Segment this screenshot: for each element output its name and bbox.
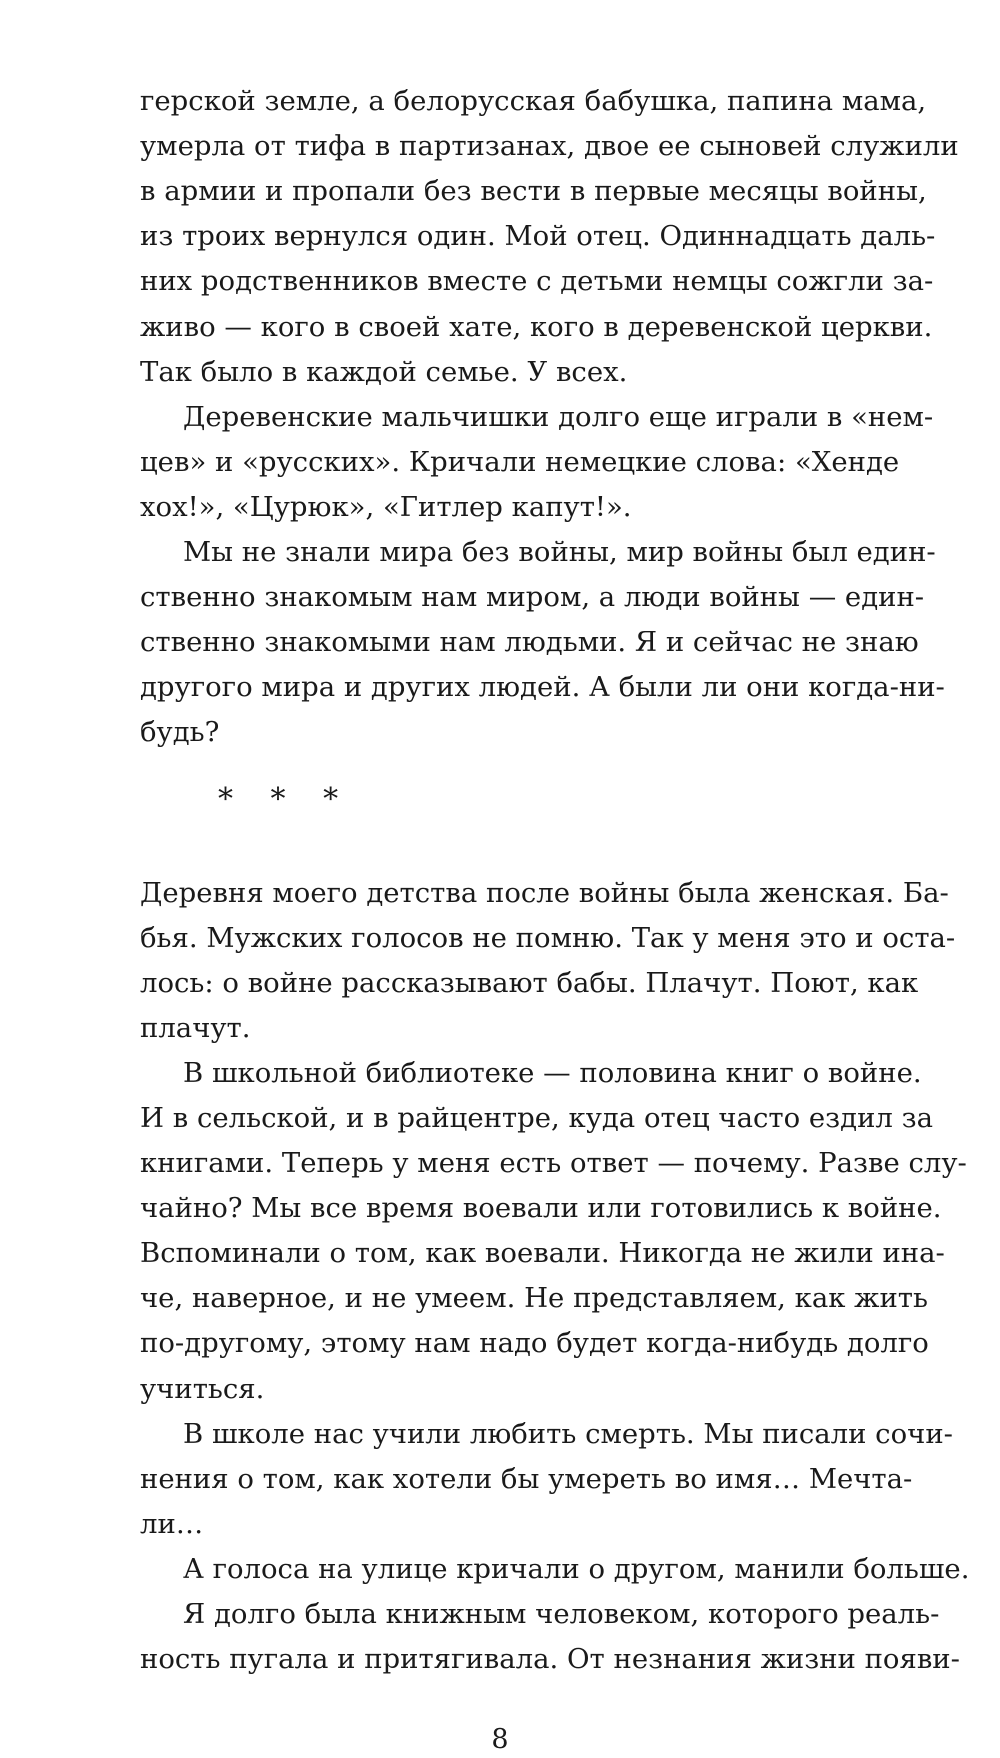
text-line: хох!», «Цурюк», «Гитлер капут!». <box>140 491 632 523</box>
text-line: герской земле, а белорусская бабушка, папина мама, <box>140 85 927 117</box>
text-line: В школьной библиотеке — половина книг о войне. <box>183 1057 922 1089</box>
text-line: ли… <box>140 1508 204 1540</box>
text-line: ственно знакомым нам миром, а люди войны — един- <box>140 581 925 613</box>
text-line: че, наверное, и не умеем. Не представляем, как жить <box>140 1282 928 1314</box>
text-line: другого мира и других людей. А были ли они когда-ни- <box>140 671 945 703</box>
text-line: из троих вернулся один. Мой отец. Одиннадцать даль- <box>140 220 936 252</box>
text-line: ственно знакомыми нам людьми. Я и сейчас не знаю <box>140 626 919 658</box>
text-line: Я долго была книжным человеком, которого реаль- <box>183 1598 940 1630</box>
text-line: В школе нас учили любить смерть. Мы писали сочи- <box>183 1418 953 1450</box>
text-line: ность пугала и притягивала. От незнания жизни появи- <box>140 1643 960 1675</box>
text-line: цев» и «русских». Кричали немецкие слова: «Хенде <box>140 446 900 478</box>
text-line: А голоса на улице кричали о другом, манили больше. <box>183 1553 970 1585</box>
text-line: в армии и пропали без вести в первые месяцы войны, <box>140 175 927 207</box>
text-line: бья. Мужских голосов не помню. Так у меня это и оста- <box>140 922 956 954</box>
text-line: по-другому, этому нам надо будет когда-нибудь долго <box>140 1327 929 1359</box>
text-line: Мы не знали мира без войны, мир войны был един- <box>183 536 936 568</box>
text-line: нения о том, как хотели бы умереть во имя… Мечта- <box>140 1463 913 1495</box>
text-line: будь? <box>140 716 220 748</box>
text-line: них родственников вместе с детьми немцы сожгли за- <box>140 265 934 297</box>
text-line: живо — кого в своей хате, кого в деревенской церкви. <box>140 311 933 343</box>
text-line: плачут. <box>140 1012 251 1044</box>
text-line: Вспоминали о том, как воевали. Никогда не жили ина- <box>140 1237 945 1269</box>
text-line: И в сельской, и в райцентре, куда отец часто ездил за <box>140 1102 934 1134</box>
text-line: умерла от тифа в партизанах, двое ее сыновей служили <box>140 130 959 162</box>
text-line: Так было в каждой семье. У всех. <box>140 356 628 388</box>
text-line: чайно? Мы все время воевали или готовились к войне. <box>140 1192 942 1224</box>
text-line: Деревенские мальчишки долго еще играли в «нем- <box>183 401 934 433</box>
page-number: 8 <box>491 1724 509 1755</box>
text-line: лось: о войне рассказывают бабы. Плачут. Поют, как <box>140 967 919 999</box>
text-line: учиться. <box>140 1373 265 1405</box>
text-line: Деревня моего детства после войны была женская. Ба- <box>140 877 949 909</box>
section-separator: * * * <box>218 781 353 817</box>
text-line: книгами. Теперь у меня есть ответ — почему. Разве слу- <box>140 1147 967 1179</box>
